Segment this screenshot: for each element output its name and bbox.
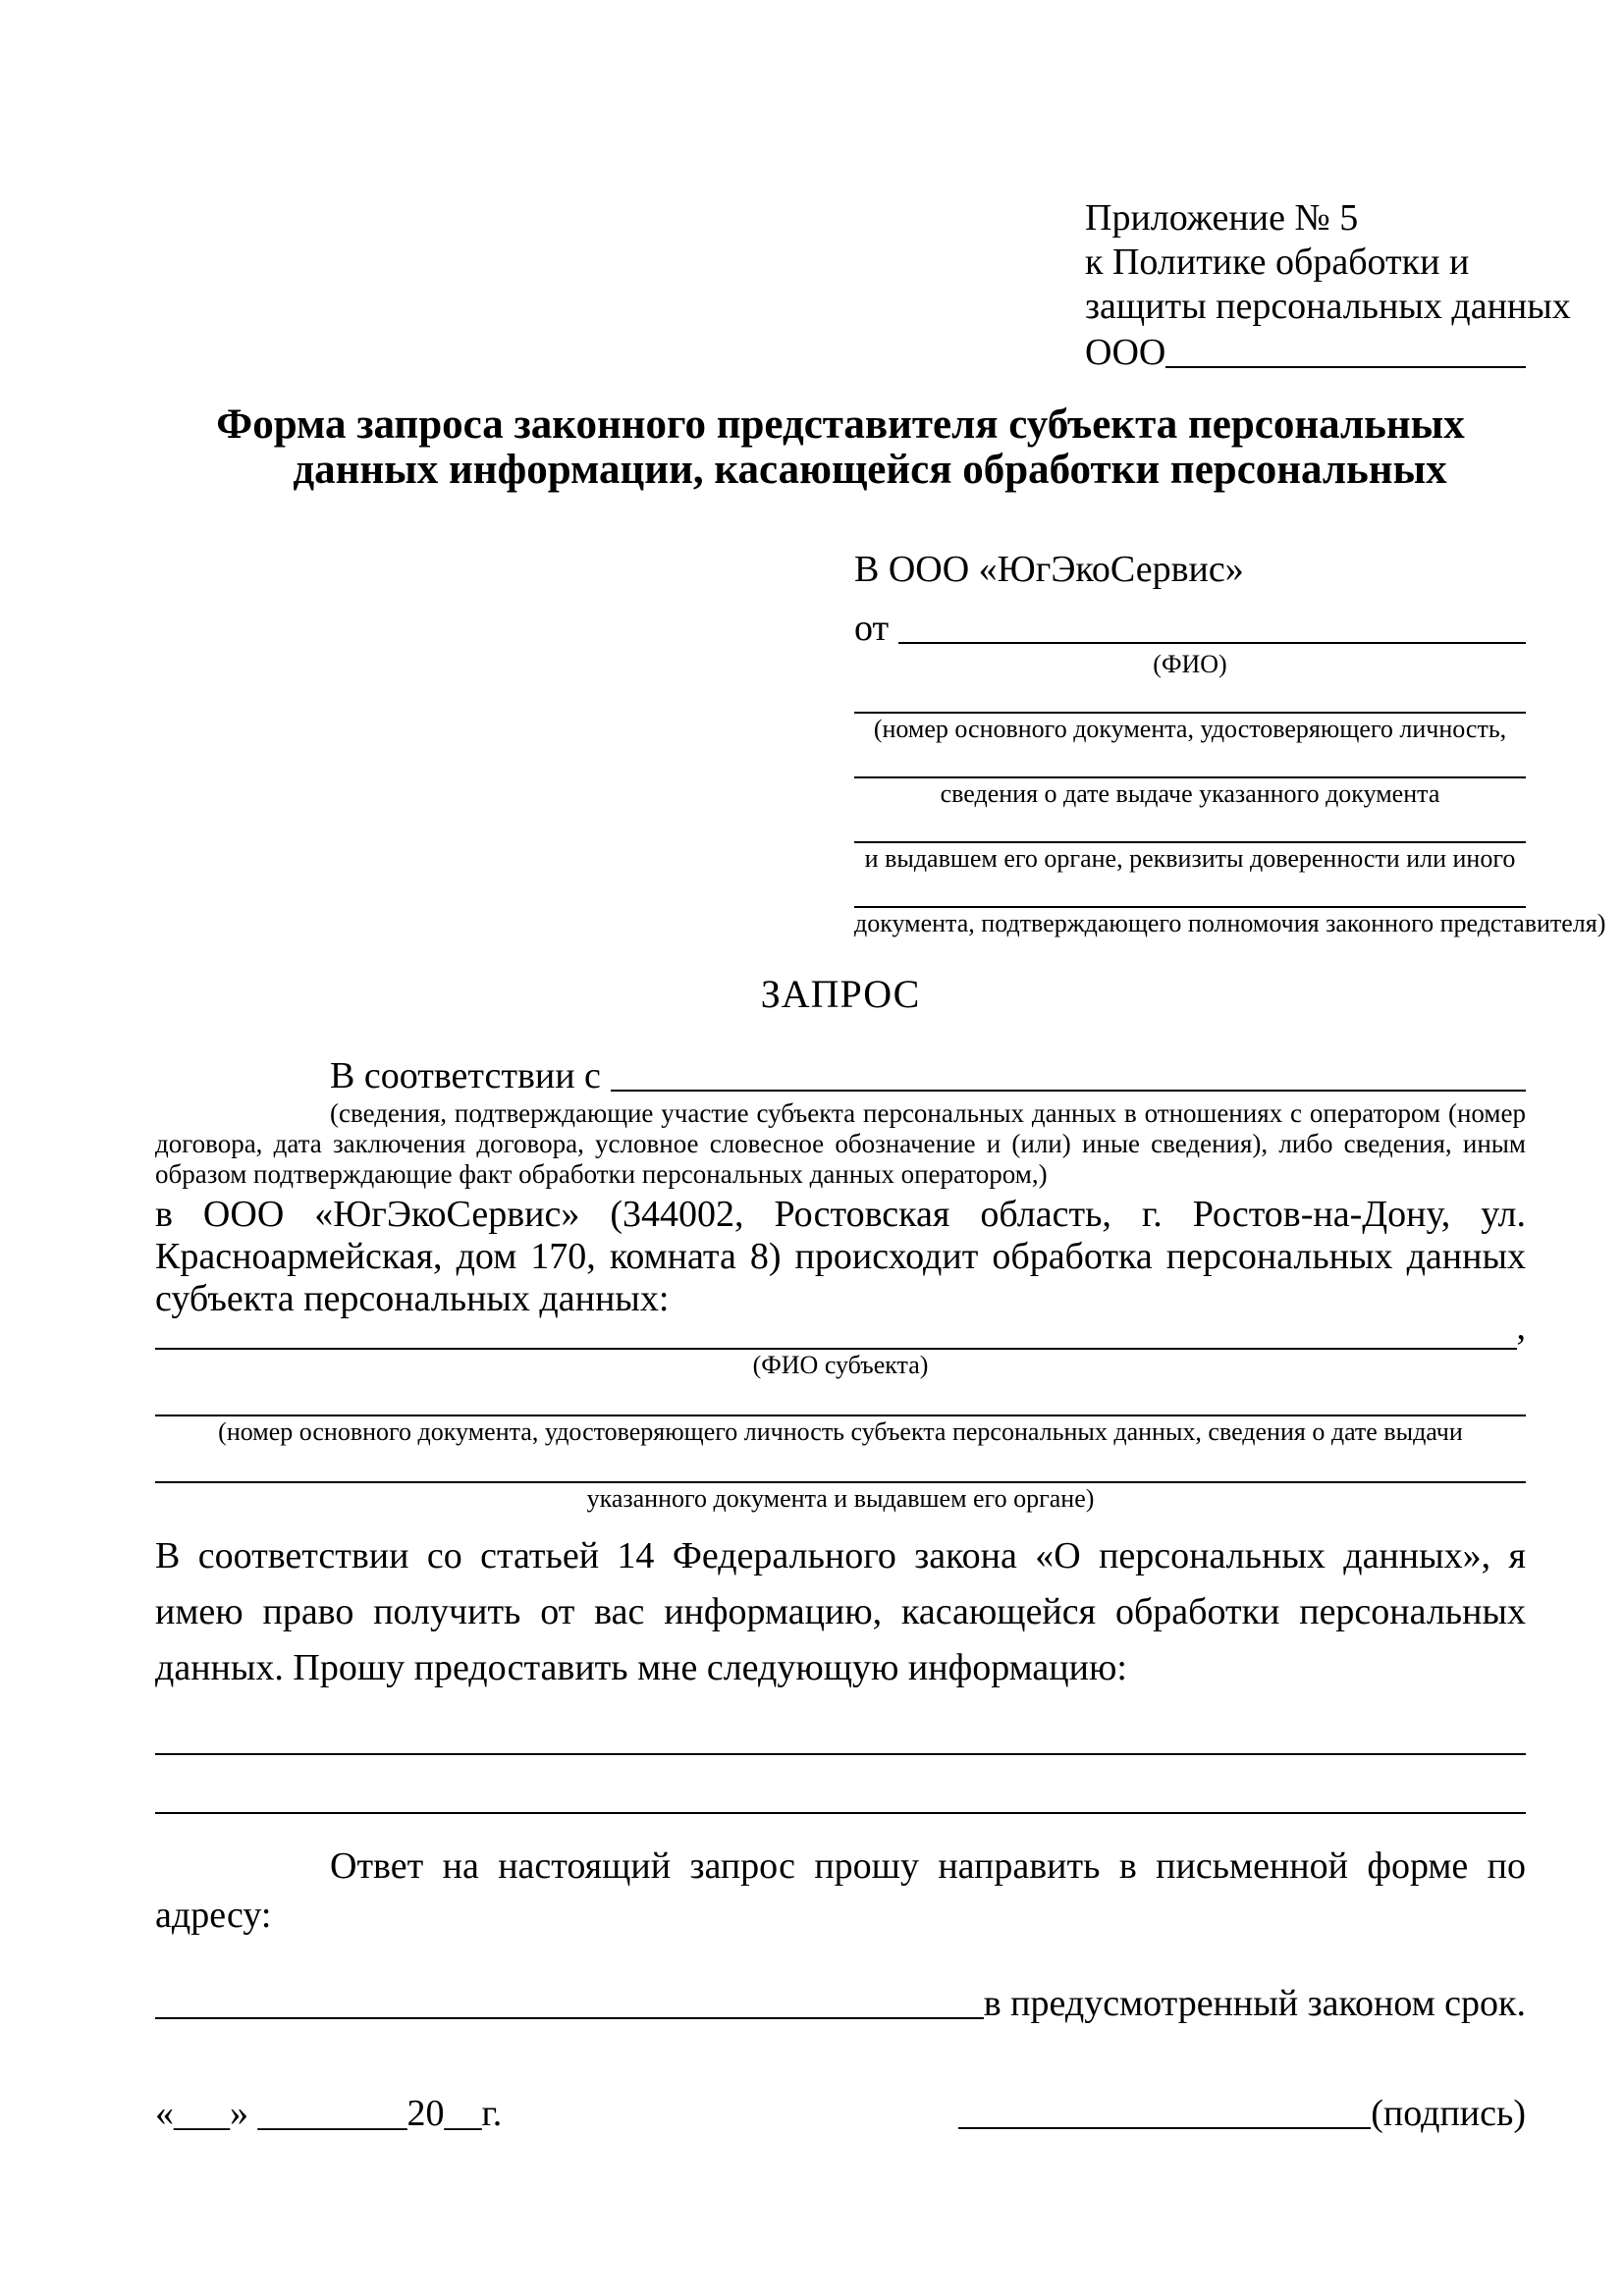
identity-field-3	[854, 822, 1526, 873]
identity-blank-3	[854, 822, 1526, 843]
subject-doc-caption-1: (номер основного документа, удостоверяющего личность субъекта персональных данных, сведения о дате выдачи	[218, 1417, 1463, 1446]
subject-doc-field-2	[155, 1462, 1526, 1513]
appendix-number: Приложение № 5	[1085, 197, 1359, 239]
from-label: от	[854, 608, 890, 649]
form-title-line1: Форма запроса законного представителя субъекта персональных	[216, 401, 1465, 448]
from-row	[854, 608, 1526, 651]
accordance-label: В соответствии с	[330, 1055, 601, 1096]
identity-blank-4	[854, 886, 1526, 908]
date-blank: «___» ________20__г.	[155, 2093, 503, 2134]
identity-caption-2: сведения о дате выдаче указанного документа	[940, 779, 1440, 808]
identity-field-2	[854, 757, 1526, 808]
identity-caption-3: и выдавшем его органе, реквизиты доверенности или иного	[864, 844, 1516, 873]
identity-caption-4: документа, подтверждающего полномочия законного представителя)	[854, 909, 1606, 937]
subject-doc-caption-2: указанного документа и выдавшем его органе)	[586, 1484, 1095, 1513]
subject-doc-blank-1	[155, 1395, 1526, 1416]
addressee-company: В ООО «ЮгЭкоСервис»	[854, 549, 1244, 590]
subject-fio-blank	[155, 1310, 1517, 1350]
appendix-note	[1085, 196, 1571, 375]
answer-paragraph: Ответ на настоящий запрос прошу направить в письменной форме по адресу:	[155, 1845, 1526, 1936]
form-title-line2: данных информации, касающейся обработки персональных	[293, 447, 1447, 493]
subject-fio-row	[155, 1307, 1526, 1350]
identity-blank-1	[854, 692, 1526, 714]
appendix-policy-line2: защиты персональных данных	[1085, 286, 1571, 327]
addressee-block	[854, 548, 1606, 937]
company-prefix: ООО	[1085, 332, 1166, 373]
subject-fio-caption: (ФИО субъекта)	[752, 1351, 929, 1379]
information-blank-1	[155, 1724, 1526, 1755]
identity-caption-1: (номер основного документа, удостоверяющего личность,	[873, 715, 1507, 743]
accordance-blank	[611, 1052, 1526, 1092]
information-blank-2	[155, 1783, 1526, 1814]
request-heading: ЗАПРОС	[760, 972, 921, 1016]
from-name-blank	[898, 605, 1526, 644]
subject-doc-blank-2	[155, 1462, 1526, 1483]
identity-field-4	[854, 886, 1606, 937]
identity-blank-2	[854, 757, 1526, 778]
law-paragraph: В соответствии со статьей 14 Федерального закона «О персональных данных», я имею право получить от вас информацию, касающейся обработки персональных данных. Прошу предоставить мне следующую информацию:	[155, 1535, 1526, 1688]
processing-paragraph: в ООО «ЮгЭкоСервис» (344002, Ростовская область, г. Ростов-на-Дону, ул. Красноармейская, дом 170, комната 8) происходит обработка персональных данных субъекта персональных данных:	[155, 1194, 1526, 1319]
answer-address-blank	[155, 1980, 984, 2019]
appendix-policy-line: к Политике обработки и	[1085, 241, 1470, 283]
company-blank-row	[1085, 329, 1526, 375]
answer-suffix: в предусмотренный законом срок.	[983, 1983, 1526, 2024]
accordance-row	[155, 1055, 1526, 1098]
answer-address-row	[155, 1977, 1526, 2026]
fio-caption: (ФИО)	[1153, 650, 1227, 678]
footer-row	[155, 2087, 1526, 2136]
accordance-fine-print: (сведения, подтверждающие участие субъекта персональных данных в отношениях с оператором (номер договора, дата заключения договора, условное словесное обозначение и (или) иные сведения), либо сведения, иным образом подтверждающие факт обработки персональных данных оператором,)	[155, 1098, 1526, 1189]
company-name-blank	[1165, 329, 1526, 368]
subject-doc-field-1	[155, 1395, 1526, 1446]
signature-caption: (подпись)	[1371, 2093, 1526, 2134]
form-title	[155, 402, 1526, 493]
identity-field-1	[854, 692, 1526, 743]
trailing-comma: ,	[1516, 1307, 1526, 1348]
signature-area	[958, 2090, 1526, 2136]
signature-blank	[958, 2090, 1371, 2129]
